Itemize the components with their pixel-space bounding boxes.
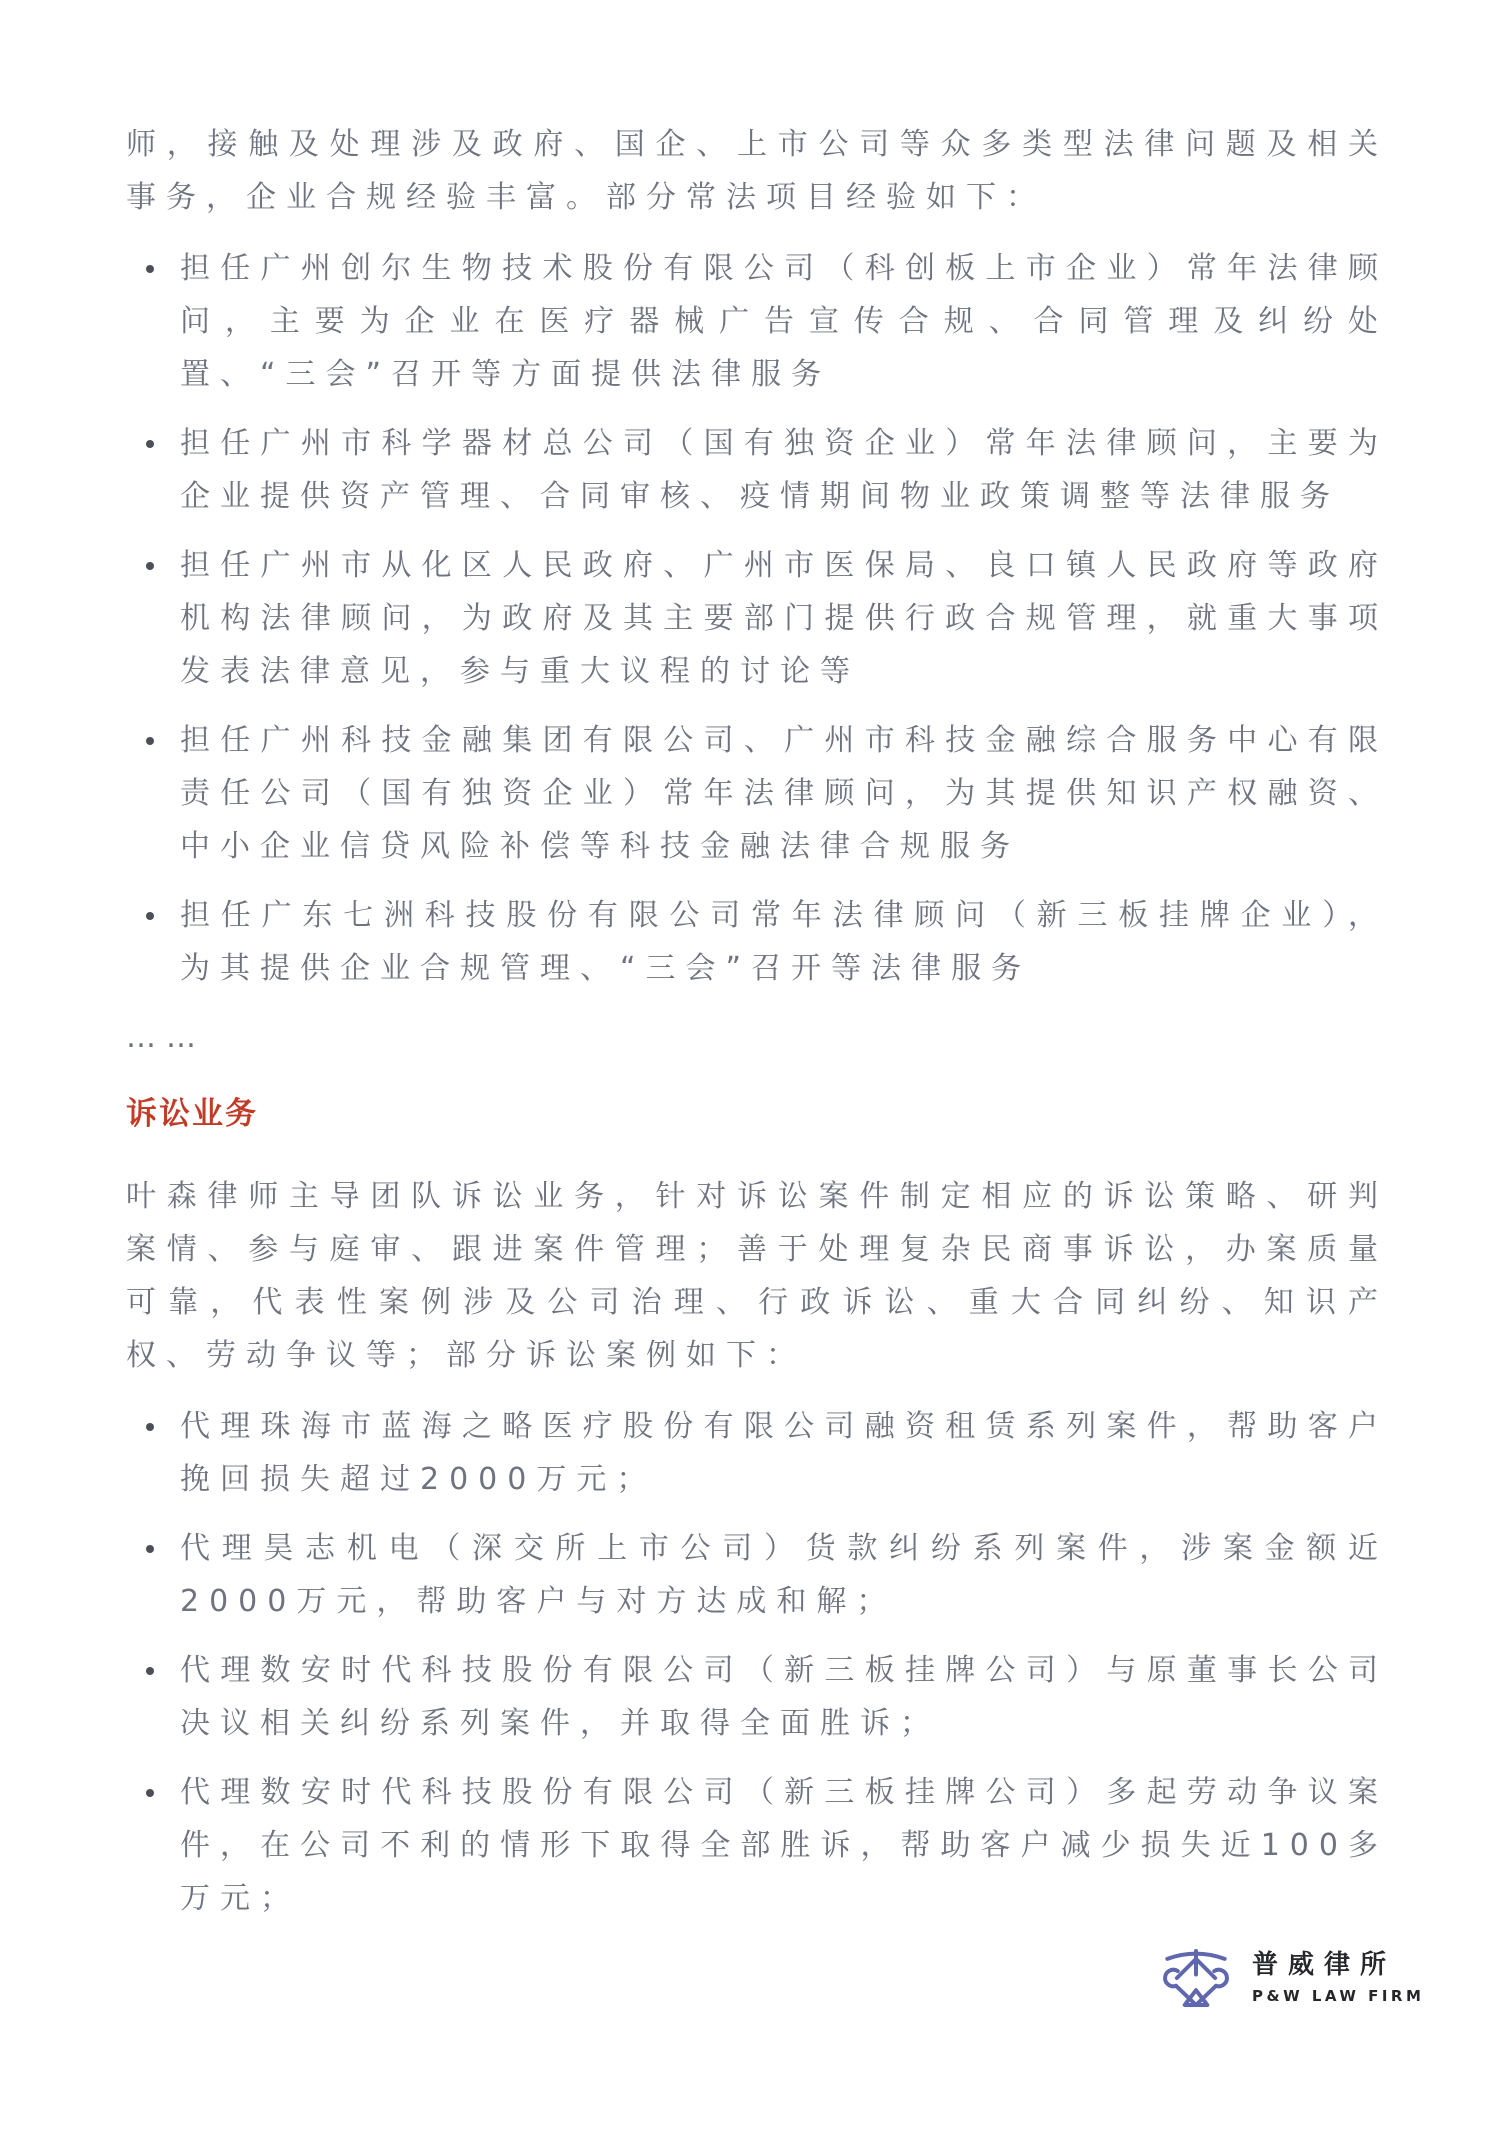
bullet-icon xyxy=(146,440,154,448)
intro-continuation-paragraph: 师，接触及处理涉及政府、国企、上市公司等众多类型法律问题及相关事务，企业合规经验丰富。部分常法项目经验如下： xyxy=(126,127,1388,215)
ellipsis-line: …… xyxy=(126,1020,206,1055)
bullet-icon xyxy=(146,737,154,745)
firm-name-en: P&W LAW FIRM xyxy=(1252,1987,1425,2005)
list-item xyxy=(126,1644,1388,1750)
bullet-icon xyxy=(146,562,154,570)
list-item-text: 担任广州创尔生物技术股份有限公司（科创板上市企业）常年法律顾问，主要为企业在医疗器械广告宣传合规、合同管理及纠纷处置、“三会”召开等方面提供法律服务 xyxy=(180,251,1388,392)
list-item-text: 担任广州市从化区人民政府、广州市医保局、良口镇人民政府等政府机构法律顾问，为政府及其主要部门提供行政合规管理，就重大事项发表法律意见，参与重大议程的讨论等 xyxy=(180,548,1388,689)
bullet-icon xyxy=(146,1423,154,1431)
list-item xyxy=(126,889,1388,995)
firm-name-cn: 普威律所 xyxy=(1252,1950,1397,1980)
list-item xyxy=(126,714,1388,873)
list-item-text: 担任广州科技金融集团有限公司、广州市科技金融综合服务中心有限责任公司（国有独资企业）常年法律顾问，为其提供知识产权融资、中小企业信贷风险补偿等科技金融法律合规服务 xyxy=(180,723,1388,864)
list-item-text: 代理数安时代科技股份有限公司（新三板挂牌公司）多起劳动争议案件，在公司不利的情形下取得全部胜诉，帮助客户减少损失近100多万元； xyxy=(180,1775,1388,1916)
litigation-intro-paragraph: 叶森律师主导团队诉讼业务，针对诉讼案件制定相应的诉讼策略、研判案情、参与庭审、跟进案件管理；善于处理复杂民商事诉讼，办案质量可靠，代表性案例涉及公司治理、行政诉讼、重大合同纠纷、知识产权、劳动争议等；部分诉讼案例如下： xyxy=(126,1179,1388,1373)
list-item xyxy=(126,1400,1388,1506)
section-heading-litigation: 诉讼业务 xyxy=(126,1096,258,1132)
list-item-text: 担任广州市科学器材总公司（国有独资企业）常年法律顾问，主要为企业提供资产管理、合同审核、疫情期间物业政策调整等法律服务 xyxy=(180,426,1388,514)
page-content xyxy=(126,118,1388,1941)
list-item xyxy=(126,1766,1388,1925)
list-item xyxy=(126,1522,1388,1628)
list-item-text: 代理珠海市蓝海之略医疗股份有限公司融资租赁系列案件，帮助客户挽回损失超过2000万元； xyxy=(180,1409,1388,1497)
bullet-icon xyxy=(146,912,154,920)
bullet-icon xyxy=(146,1667,154,1675)
firm-logo xyxy=(1152,1938,1424,2018)
list-item-text: 代理昊志机电（深交所上市公司）货款纠纷系列案件，涉案金额近2000万元，帮助客户与对方达成和解； xyxy=(180,1531,1388,1619)
bullet-icon xyxy=(146,1789,154,1797)
list-item-text: 担任广东七洲科技股份有限公司常年法律顾问（新三板挂牌企业），为其提供企业合规管理、“三会”召开等法律服务 xyxy=(180,898,1388,986)
bullet-icon xyxy=(146,1545,154,1553)
firm-wordmark xyxy=(1252,1952,1424,2004)
scales-of-justice-icon xyxy=(1152,1938,1240,2018)
list-item xyxy=(126,417,1388,523)
list-item xyxy=(126,242,1388,401)
regular-counsel-list xyxy=(126,242,1388,995)
list-item xyxy=(126,539,1388,698)
list-item-text: 代理数安时代科技股份有限公司（新三板挂牌公司）与原董事长公司决议相关纠纷系列案件，并取得全面胜诉； xyxy=(180,1653,1388,1741)
bullet-icon xyxy=(146,265,154,273)
litigation-case-list xyxy=(126,1400,1388,1925)
